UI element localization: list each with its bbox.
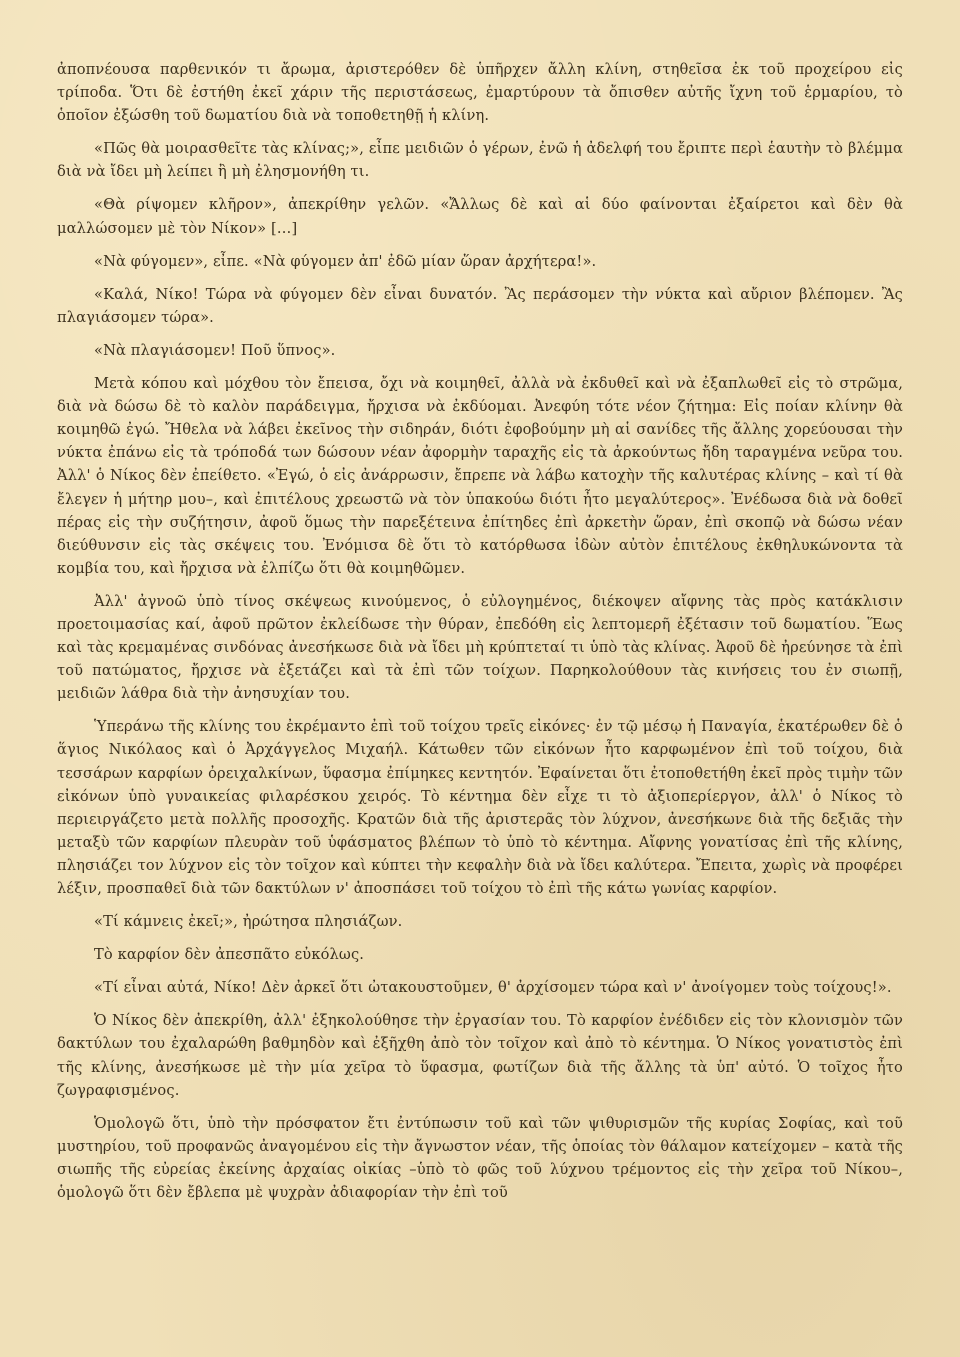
body-text [57,58,903,1204]
paragraph-2: «Πῶς θὰ μοιρασθεῖτε τὰς κλίνας;», εἶπε μειδιῶν ὁ γέρων, ἐνῶ ἡ ἀδελφή του ἔριπτε περὶ ἑαυτὴν τὸ βλέμμα διὰ νὰ ἴδει μὴ λείπει ἢ μὴ ἐλησμονήθη τι. [57,140,903,181]
paragraph-8: Ἀλλ' ἀγνοῶ ὑπὸ τίνος σκέψεως κινούμενος, ὁ εὐλογημένος, διέκοψεν αἴφνης τὰς πρὸς κατάκλισιν προετοιμασίας καί, ἀφοῦ πρῶτον ἐκλείδωσε τὴν θύραν, ἐπεδόθη εἰς λεπτομερῆ ἐξέτασιν τοῦ δωματίου. Ἕως καὶ τὰς κρεμαμένας σινδόνας ἀνεσήκωσε διὰ νὰ ἴδει μὴ κρύπτεταί τι ὑπὸ τὰς κλίνας. Ἀφοῦ δὲ ἠρεύνησε τὰ ἐπὶ τοῦ πατώματος, ἤρχισε νὰ ἐξετάζει καὶ τὰ ἐπὶ τῶν τοίχων. Παρηκολούθουν τὰς κινήσεις του ἐν σιωπῇ, μειδιῶν λάθρα διὰ τὴν ἀνησυχίαν του. [57,592,903,703]
paragraph-14: Ὁμολογῶ ὅτι, ὑπὸ τὴν πρόσφατον ἔτι ἐντύπωσιν τοῦ καὶ τῶν ψιθυρισμῶν τῆς κυρίας Σοφίας, καὶ τοῦ μυστηρίου, τοῦ προφανῶς ἀναγομένου εἰς τὴν ἄγνωστον νέαν, τῆς ὁποίας τὸν θάλαμον κατείχομεν – κατὰ τῆς σιωπῆς τῆς εὐρείας ἐκείνης ἀρχαίας οἰκίας –ὑπὸ τὸ φῶς τοῦ λύχνου τρέμοντος εἰς τὴν χεῖρα τοῦ Νίκου–, ὁμολογῶ ὅτι δὲν ἔβλεπα μὲ ψυχρὰν ἀδιαφορίαν τὴν ἐπὶ τοῦ [57,1114,903,1202]
paragraph-11: Τὸ καρφίον δὲν ἀπεσπᾶτο εὐκόλως. [94,946,365,964]
paragraph-10: «Τί κάμνεις ἐκεῖ;», ἠρώτησα πλησιάζων. [94,913,403,931]
paragraph-3: «Θὰ ρίψομεν κλῆρον», ἀπεκρίθην γελῶν. «Ἄλλως δὲ καὶ αἱ δύο φαίνονται ἐξαίρετοι καὶ δὲν θὰ μαλλώσομεν μὲ τὸν Νίκον» […] [57,196,903,237]
paragraph-4: «Νὰ φύγομεν», εἶπε. «Νὰ φύγομεν ἀπ' ἐδῶ μίαν ὥραν ἀρχήτερα!». [94,252,597,270]
paragraph-1: ἀποπνέουσα παρθενικόν τι ἄρωμα, ἀριστερόθεν δὲ ὑπῆρχεν ἄλλη κλίνη, στηθεῖσα ἐκ τοῦ προχείρου εἰς τρίποδα. Ὅτι δὲ ἐστήθη ἐκεῖ χάριν τῆς περιστάσεως, ἐμαρτύρουν τὰ ὄπισθεν αὐτῆς ἴχνη τοῦ ἑρμαρίου, τὸ ὁποῖον ἐξώσθη τοῦ δωματίου διὰ νὰ τοποθετηθῇ ἡ κλίνη. [57,61,903,125]
paragraph-12: «Τί εἶναι αὐτά, Νίκο! Δὲν ἀρκεῖ ὅτι ὠτακουστοῦμεν, θ' ἀρχίσομεν τώρα καὶ ν' ἀνοίγομεν τοὺς τοίχους!». [94,979,892,997]
paragraph-7: Μετὰ κόπου καὶ μόχθου τὸν ἔπεισα, ὄχι νὰ κοιμηθεῖ, ἀλλὰ νὰ ἐκδυθεῖ καὶ νὰ ἐξαπλωθεῖ εἰς τὸ στρῶμα, διὰ νὰ δώσω δὲ τὸ καλὸν παράδειγμα, ἤρχισα νὰ ἐκδύομαι. Ἀνεφύη τότε νέον ζήτημα: Εἰς ποίαν κλίνην θὰ κοιμηθῶ ἐγώ. Ἤθελα νὰ λάβει ἐκεῖνος τὴν σιδηράν, διότι ἐφοβούμην μὴ αἱ σανίδες τῆς ἄλλης χορεύουσαι τὴν νύκτα ἐπάνω εἰς τὰ τρόποδά των δώσουν νέαν ἀφορμὴν ταραχῆς εἰς τὰ ἀρκούντως ἤδη ταραγμένα νεῦρα του. Ἀλλ' ὁ Νίκος δὲν ἐπείθετο. «Ἐγώ, ὁ εἰς ἀνάρρωσιν, ἔπρεπε νὰ λάβω κατοχὴν τῆς καλυτέρας κλίνης – καὶ τί θὰ ἔλεγεν ἡ μήτηρ μου–, καὶ ἐπιτέλους χρεωστῶ νὰ τὸν ὑπακούω διότι ἦτο μεγαλύτερος». Ἐνέδωσα διὰ νὰ δοθεῖ πέρας εἰς τὴν συζήτησιν, ἀφοῦ ὅμως τὴν παρεξέτεινα ἐπίτηδες ἐπὶ ἀρκετὴν ὥραν, ἐπὶ σκοπῷ νὰ δώσω νέαν διεύθυνσιν εἰς τὰς σκέψεις του. Ἐνόμισα δὲ ὅτι τὸ κατόρθωσα ἰδὼν αὐτὸν ἐπιτέλους ἐκθηλυκώνοντα τὰ κομβία του, καὶ ἤρχισα νὰ ἐλπίζω ὅτι θὰ κοιμηθῶμεν. [57,375,903,577]
paragraph-5: «Καλά, Νίκο! Τώρα νὰ φύγομεν δὲν εἶναι δυνατόν. Ἂς περάσομεν τὴν νύκτα καὶ αὔριον βλέπομεν. Ἂς πλαγιάσομεν τώρα». [57,285,903,326]
paragraph-13: Ὁ Νίκος δὲν ἀπεκρίθη, ἀλλ' ἐξηκολούθησε τὴν ἐργασίαν του. Τὸ καρφίον ἐνέδιδεν εἰς τὸν κλονισμὸν τῶν δακτύλων του ἐχαλαρώθη βαθμηδὸν καὶ ἐξῆχθη ἀπὸ τὸν τοῖχον καὶ ἀπὸ τὸ κέντημα. Ὁ Νίκος γονατιστὸς ἐπὶ τῆς κλίνης, ἀνεσήκωσε μὲ τὴν μία χεῖρα τὸ ὕφασμα, φωτίζων διὰ τῆς ἄλλης τὰ ὑπ' αὐτό. Ὁ τοῖχος ἦτο ζωγραφισμένος. [57,1012,903,1099]
paragraph-9: Ὑπεράνω τῆς κλίνης του ἐκρέμαντο ἐπὶ τοῦ τοίχου τρεῖς εἰκόνες· ἐν τῷ μέσῳ ἡ Παναγία, ἑκατέρωθεν δὲ ὁ ἅγιος Νικόλαος καὶ ὁ Ἀρχάγγελος Μιχαήλ. Κάτωθεν τῶν εἰκόνων ἦτο καρφωμένον ἐπὶ τοῦ τοίχου, διὰ τεσσάρων καρφίων ὀρειχαλκίνων, ὕφασμα ἐπίμηκες κεντητόν. Ἐφαίνεται ὅτι ἐτοποθετήθη ἐκεῖ πρὸς τιμὴν τῶν εἰκόνων ὑπὸ γυναικείας φιλαρέσκου χειρός. Τὸ κέντημα δὲν εἶχε τι τὸ ἀξιοπερίεργον, ἀλλ' ὁ Νίκος τὸ περιειργάζετο μετὰ πολλῆς προσοχῆς. Κρατῶν διὰ τῆς ἀριστερᾶς τὸν λύχνον, ἀνεσήκωνε διὰ τῆς δεξιᾶς τὴν μεταξὺ τῶν καρφίων πλευρὰν τοῦ ὑφάσματος βλέπων τὸ ὑπὸ τὸ κέντημα. Αἴφνης γονατίσας ἐπὶ τῆς κλίνης, πλησιάζει τον λύχνον εἰς τὸν τοῖχον καὶ κύπτει τὴν κεφαλὴν διὰ νὰ ἴδει καλύτερα. Ἔπειτα, χωρὶς νὰ προφέρει λέξιν, προσπαθεῖ διὰ τῶν δακτύλων ν' ἀποσπάσει τοῦ τοίχου τὸ ἐπὶ τῆς κάτω γωνίας καρφίον. [57,718,903,897]
paragraph-6: «Νὰ πλαγιάσομεν! Ποῦ ὕπνος». [94,341,336,359]
